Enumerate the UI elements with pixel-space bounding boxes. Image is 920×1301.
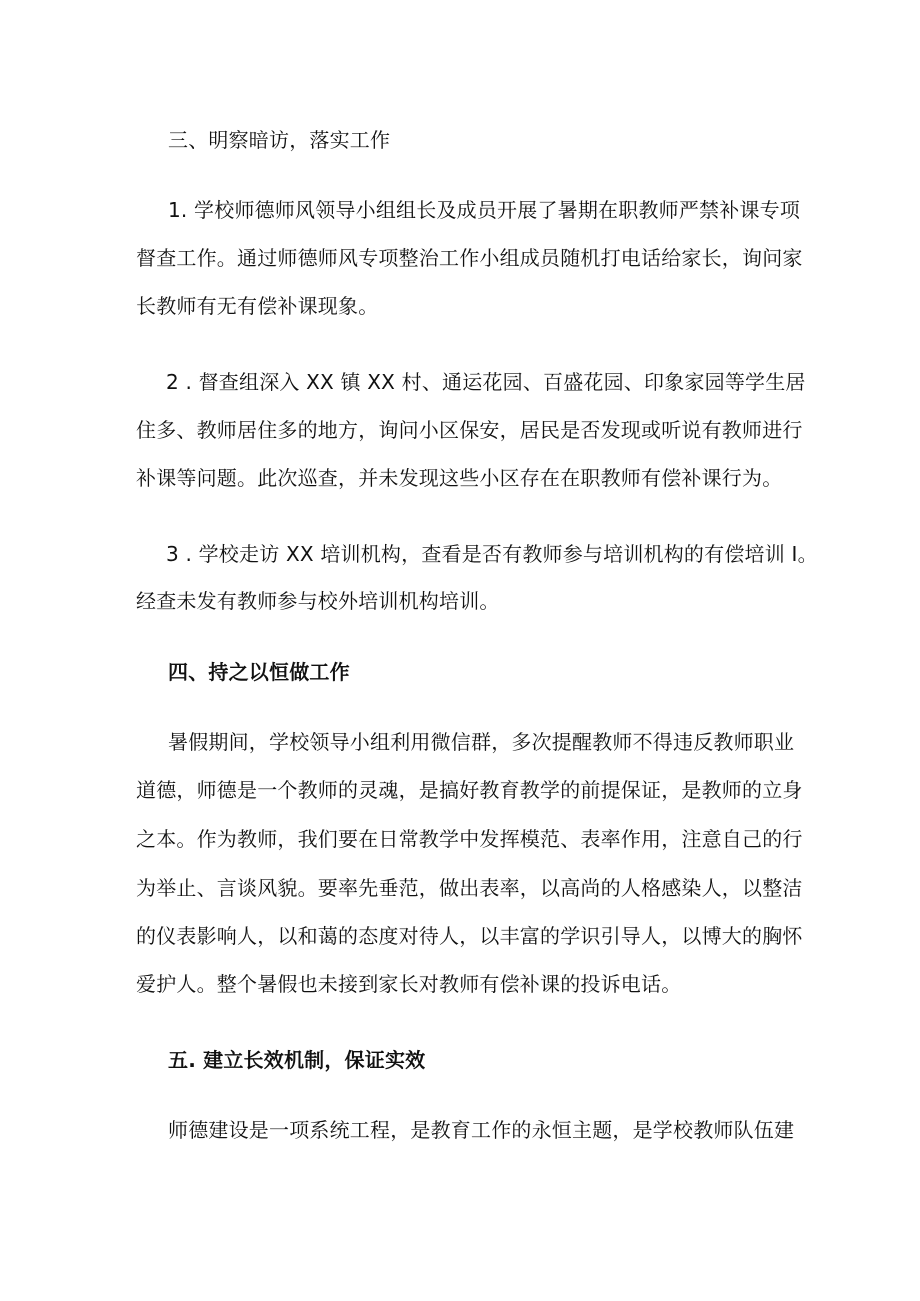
section-5-heading: 五. 建立长效机制，保证实效 <box>168 1048 426 1072</box>
section-4-paragraph-line-1: 暑假期间，学校领导小组利用微信群，多次提醒教师不得违反教师职业 <box>168 730 795 754</box>
section-3-paragraph-1-line-3: 长教师有无有偿补课现象。 <box>136 294 379 318</box>
section-4-paragraph-line-2: 道德，师德是一个教师的灵魂，是搞好教育教学的前提保证，是教师的立身 <box>136 778 803 802</box>
section-3-paragraph-2-line-1: 2 . 督查组深入 XX 镇 XX 村、通运花园、百盛花园、印象家园等学生居 <box>166 370 806 394</box>
section-3-paragraph-1-line-2: 督查工作。通过师德师风专项整治工作小组成员随机打电话给家长，询问家 <box>136 246 803 270</box>
section-4-heading: 四、持之以恒做工作 <box>168 660 350 684</box>
section-4-paragraph-line-3: 之本。作为教师，我们要在日常教学中发挥模范、表率作用，注意自己的行 <box>136 827 803 851</box>
section-4-paragraph-line-4: 为举止、言谈风貌。要率先垂范，做出表率，以高尚的人格感染人，以整洁 <box>136 876 803 900</box>
section-3-heading: 三、明察暗访，落实工作 <box>168 128 391 152</box>
section-5-paragraph-line-1: 师德建设是一项系统工程，是教育工作的永恒主题，是学校教师队伍建 <box>168 1118 795 1142</box>
section-3-paragraph-1-line-1: 1. 学校师德师风领导小组组长及成员开展了暑期在职教师严禁补课专项 <box>168 198 801 222</box>
section-3-paragraph-2-line-3: 补课等问题。此次巡查，并未发现这些小区存在在职教师有偿补课行为。 <box>136 466 783 490</box>
section-3-paragraph-3-line-1: 3 . 学校走访 XX 培训机构，查看是否有教师参与培训机构的有偿培训 I。 <box>166 542 818 566</box>
section-4-paragraph-line-6: 爱护人。整个暑假也未接到家长对教师有偿补课的投诉电话。 <box>136 972 682 996</box>
section-3-paragraph-3-line-2: 经查未发有教师参与校外培训机构培训。 <box>136 589 500 613</box>
section-3-paragraph-2-line-2: 住多、教师居住多的地方，询问小区保安，居民是否发现或听说有教师进行 <box>136 418 803 442</box>
section-4-paragraph-line-5: 的仪表影响人，以和蔼的态度对待人，以丰富的学识引导人，以博大的胸怀 <box>136 924 803 948</box>
